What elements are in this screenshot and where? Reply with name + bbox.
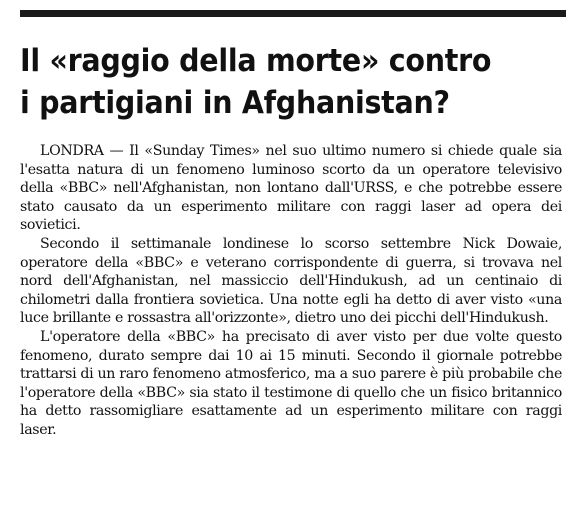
- article-body: [20, 142, 562, 440]
- article-paragraph-3: L'operatore della «BBC» ha precisato di aver visto per due volte questo fenomeno, durato sempre dai 10 ai 15 minuti. Secondo il giornale potrebbe trattarsi di un raro fenomeno atmosferico, ma a suo parere è più probabile che l'operatore della «BBC» sia stato il testimone di quello che un fisico britannico ha detto rassomigliare esattamente ad un esperimento militare con raggi laser.: [20, 328, 562, 438]
- headline: [20, 40, 524, 124]
- headline-line-2: i partigiani in Afghanistan?: [20, 85, 450, 121]
- article-paragraph-2: Secondo il settimanale londinese lo scorso settembre Nick Dowaie, operatore della «BBC» e veterano corrispondente di guerra, si trovava nel nord dell'Afghanistan, nel massiccio dell'Hindukush, ad un centinaio di chilometri dalla frontiera sovietica. Una notte egli ha detto di aver visto «una luce brillante e rossastra all'orizzonte», dietro uno dei picchi dell'Hindukush.: [20, 235, 562, 327]
- top-rule: [20, 10, 566, 17]
- headline-line-1: Il «raggio della morte» contro: [20, 43, 492, 79]
- article-paragraph-1: LONDRA — Il «Sunday Times» nel suo ultimo numero si chiede quale sia l'esatta natura di un fenomeno luminoso scorto da un operatore televisivo della «BBC» nell'Afghanistan, non lontano dall'URSS, e che potrebbe essere stato causato da un esperimento militare con raggi laser ad opera dei sovietici.: [20, 143, 562, 234]
